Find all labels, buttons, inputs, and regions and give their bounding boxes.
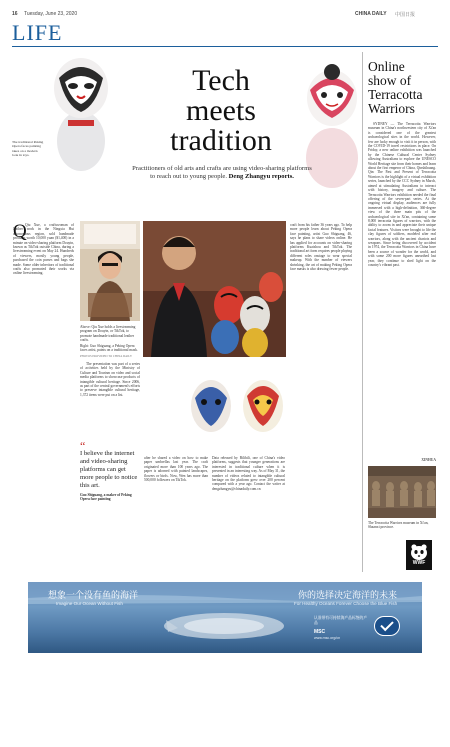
middle-body-text-1: The presentation was part of a series of activities held by the Ministry of Culture and Tourism on video and social media platforms to showcase products of intangible cultural heritage. Since 2006, as part of the central government's efforts to preserve intangible cultural heritage, 1,372 items were put on a list. bbox=[80, 362, 140, 397]
issue-date: Tuesday, June 23, 2020 bbox=[24, 11, 78, 17]
msc-logo bbox=[374, 616, 400, 636]
subhead bbox=[132, 165, 312, 181]
headline-line-1: Tech bbox=[192, 64, 250, 97]
photo-caption-right: Right: Guo Shiguang, a Peking Opera faces artist, paints on a traditional mask. bbox=[80, 344, 138, 353]
msc-url: www.msc.org/cn bbox=[314, 636, 341, 640]
wwf-logo bbox=[406, 540, 432, 570]
subhead-text: Practitioners of old arts and crafts are using video-sharing platforms to reach out to young people. bbox=[132, 165, 312, 180]
headline bbox=[146, 66, 296, 156]
peking-opera-toy-left bbox=[46, 48, 116, 173]
header-rule bbox=[12, 46, 438, 47]
panda-icon bbox=[410, 544, 428, 560]
mask-painting-photo bbox=[143, 221, 286, 357]
sidebar-body-text: SYDNEY — The Terracotta Warriors museum in China's northwestern city of Xi'an is considered one of the greatest archaeological sites in the world. However, few are lucky enough to visit it in person, with the COVID-19 travel restrictions in place. On Friday, a new online exhibition was launched by the Chinese Cultural Center Sydney allowing Australians to explore the UNESCO World Heritage site from their homes and learn about the first emperor of China, Qinshihuang. Qin: The Past and Present of Terracotta Warriors is the highlight of a virtual exhibition series, launched by the CCC Sydney in March, aimed at stimulating Australians to interact with history, imagery and culture. The Terracotta Warriors exhibition needed the final offering of the seven-part series. At the ongoing virtual display, audiences are fully immersed with a high-definition, 360-degree view of the three main pits of the archaeological site in Xi'an, containing some 8,000 terracotta figures of warriors, with the ability to zoom in and appreciate their unique facial features. Visitors were brought to life the clay figures of soldiers, modeled after real warriors, along with the ancient chariots and weapons. Since being discovered by accident in 1974, the Terracotta Warriors in China have been a source of wonder for the world, and with some 200 more figures unearthed last year, they continue to shed light on the country's vibrant past. bbox=[368, 122, 436, 267]
headline-line-2: meets bbox=[186, 94, 256, 127]
pull-quote bbox=[80, 439, 140, 502]
pull-quote-attribution: Guo Shiguang, a maker of Peking Opera face painting bbox=[80, 493, 132, 502]
ad-headline-en-right: For Healthy Oceans Forever Choose the Blue Fish bbox=[294, 601, 398, 606]
section-title: LIFE bbox=[12, 20, 63, 45]
msc-label-block bbox=[314, 616, 408, 644]
msc-label: MSC bbox=[314, 629, 326, 635]
page-number: 16 bbox=[12, 11, 18, 17]
photo-credit: PHOTOS PROVIDED TO CHINA DAILY bbox=[80, 354, 133, 358]
sidebar-headline: Online show of Terracotta Warriors bbox=[368, 59, 423, 116]
msc-cn-text: 认准带有可持续海产品标签的产品 bbox=[314, 615, 368, 625]
msc-check-icon bbox=[380, 618, 393, 631]
quote-mark: “ bbox=[80, 439, 86, 453]
headline-line-3: tradition bbox=[170, 124, 272, 157]
right-body-text-2: Data released by Bilibili, one of China's video platforms, suggests that younger generations are interested in traditional culture when it is presented in an interesting way. As of May 31, the number of videos related to intangible cultural heritage on the platform grew over 200 percent compared with a year ago. Contact the writer at dengzhangyu@chinadaily.com.cn bbox=[212, 456, 285, 491]
publication-name: CHINA DAILY bbox=[355, 11, 387, 17]
byline: Deng Zhangyu reports. bbox=[228, 173, 294, 180]
ad-headline-cn-left: 想象一个没有鱼的海洋 bbox=[48, 591, 139, 601]
middle-body-text-2: after he shared a video on how to make paper umbrellas last year. The craft originated more than 100 years ago. The paper is adorned with painted landscapes, flowers or birds. Now, Wen has more than 500,000 followers on TikTok. bbox=[144, 456, 208, 483]
left-body-text: Qiu Xue, a craftswoman of leather work in the Ningxia Hui autonomous region, sold handmade products worth 10,000 yuan ($1,400) in a minute on video-sharing platform Douyin, known as TikTok outside China, during a livestreaming event on May 24. Hundreds of viewers, mostly young people, purchased the coin purses and bags she made. Some older inheritors of traditional crafts also promoted their works via online livestreaming. bbox=[13, 223, 74, 276]
drop-cap: Q bbox=[13, 221, 27, 242]
right-body-text-1: craft from his father 36 years ago. To help more people learn about Peking Opera face painting, artist Guo Shiguang, 46, says he plans to share videos online. He has applied for accounts on video-sharing platforms Kuaishou and TikTok. The traditional art form requires people playing different roles onstage to wear special makeup. With the number of viewers shrinking, the art of making Peking Opera face masks is also drawing fewer people. bbox=[290, 223, 352, 272]
sidebar-source: XINHUA bbox=[421, 458, 436, 462]
publication-name-cn: 中国日报 bbox=[395, 12, 416, 18]
sidebar-photo-caption: The Terracotta Warriors museum in Xi'an, Shaanxi province. bbox=[368, 521, 429, 530]
livestream-photo bbox=[80, 221, 140, 321]
photo-caption-above: Above: Qiu Xue holds a livestreaming program on Douyin, or TikTok, to promote handmade traditional leather crafts. bbox=[80, 325, 136, 343]
wwf-label: WWF bbox=[412, 560, 426, 566]
opera-faces-artwork bbox=[187, 362, 287, 452]
sidebar-divider bbox=[362, 52, 363, 572]
ad-headline-en-left: Imagine Our Ocean Without Fish bbox=[56, 601, 123, 606]
ocean-ad bbox=[28, 582, 422, 653]
terracotta-warriors-photo bbox=[368, 466, 436, 518]
top-image-caption: The traditional Peking Opera faces painting takes on a modern look in toys. bbox=[12, 140, 44, 158]
pull-quote-text: I believe the internet and video-sharing platforms can get more people to notice this art. bbox=[80, 450, 138, 489]
ad-headline-cn-right: 你的选择决定海洋的未来 bbox=[298, 591, 398, 601]
